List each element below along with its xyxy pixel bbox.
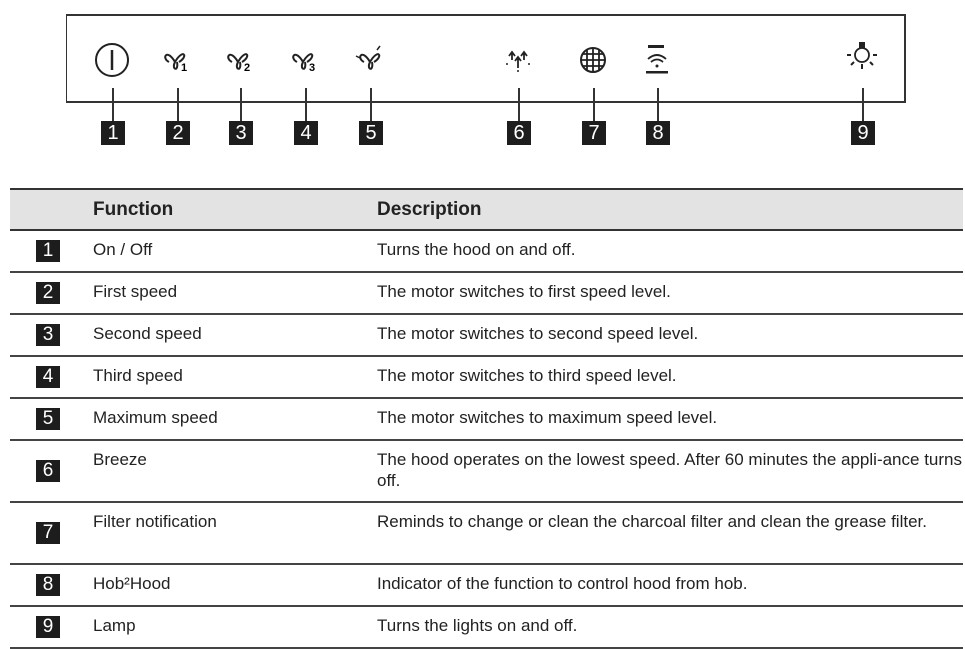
description-cell: The motor switches to first speed level.	[377, 272, 963, 314]
description-cell: The hood operates on the lowest speed. After 60 minutes the appli-ance turns off.	[377, 440, 963, 502]
function-cell: Second speed	[93, 314, 377, 356]
table-row	[10, 606, 963, 648]
fan-speed-3-icon[interactable]	[285, 40, 325, 80]
row-number-cell	[10, 230, 93, 272]
header-function: Function	[93, 189, 377, 230]
row-number-cell	[10, 502, 93, 564]
row-number-cell	[10, 564, 93, 606]
table-row	[10, 272, 963, 314]
function-cell: Filter notification	[93, 502, 377, 564]
function-cell: On / Off	[93, 230, 377, 272]
callout-badge: 3	[229, 121, 253, 145]
callout-badge: 4	[294, 121, 318, 145]
fan-max-speed-icon[interactable]	[350, 40, 390, 80]
function-cell: Maximum speed	[93, 398, 377, 440]
leader-line	[862, 88, 864, 121]
row-badge: 8	[36, 574, 60, 596]
table-row	[10, 440, 963, 502]
function-cell: Third speed	[93, 356, 377, 398]
callout-badge: 9	[851, 121, 875, 145]
row-number-cell	[10, 356, 93, 398]
row-badge: 7	[36, 522, 60, 544]
header-description: Description	[377, 189, 963, 230]
description-cell: Indicator of the function to control hood from hob.	[377, 564, 963, 606]
function-cell: Lamp	[93, 606, 377, 648]
breeze-icon[interactable]	[498, 40, 538, 80]
row-badge: 9	[36, 616, 60, 638]
description-cell: The motor switches to maximum speed level.	[377, 398, 963, 440]
leader-line	[593, 88, 595, 121]
description-cell: Turns the hood on and off.	[377, 230, 963, 272]
row-badge: 2	[36, 282, 60, 304]
fan-speed-2-icon[interactable]	[220, 40, 260, 80]
header-number	[10, 189, 93, 230]
row-number-cell	[10, 398, 93, 440]
row-number-cell	[10, 272, 93, 314]
svg-text:1: 1	[181, 62, 188, 74]
leader-line	[657, 88, 659, 121]
callout-badge: 1	[101, 121, 125, 145]
table-header	[10, 189, 963, 230]
function-table	[10, 188, 963, 649]
row-badge: 4	[36, 366, 60, 388]
row-number-cell	[10, 606, 93, 648]
row-badge: 5	[36, 408, 60, 430]
callout-badge: 8	[646, 121, 670, 145]
leader-line	[177, 88, 179, 121]
leader-line	[240, 88, 242, 121]
filter-grid-icon[interactable]	[573, 40, 613, 80]
leader-line	[518, 88, 520, 121]
fan-speed-1-icon[interactable]	[157, 40, 197, 80]
table-row	[10, 398, 963, 440]
svg-text:2: 2	[244, 62, 251, 74]
power-icon[interactable]	[92, 40, 132, 80]
function-cell: First speed	[93, 272, 377, 314]
leader-line	[112, 88, 114, 121]
row-badge: 1	[36, 240, 60, 262]
row-badge: 6	[36, 460, 60, 482]
callout-badge: 5	[359, 121, 383, 145]
callout-badge: 6	[507, 121, 531, 145]
description-cell: The motor switches to second speed level.	[377, 314, 963, 356]
table-row	[10, 314, 963, 356]
row-badge: 3	[36, 324, 60, 346]
function-cell: Hob²Hood	[93, 564, 377, 606]
table-row	[10, 502, 963, 564]
leader-line	[305, 88, 307, 121]
description-cell: Reminds to change or clean the charcoal filter and clean the grease filter.	[377, 502, 963, 564]
svg-text:3: 3	[309, 62, 316, 74]
callout-badge: 2	[166, 121, 190, 145]
row-number-cell	[10, 440, 93, 502]
lamp-icon[interactable]	[842, 40, 882, 80]
leader-line	[370, 88, 372, 121]
table-row	[10, 356, 963, 398]
description-cell: The motor switches to third speed level.	[377, 356, 963, 398]
callout-badge: 7	[582, 121, 606, 145]
description-cell: Turns the lights on and off.	[377, 606, 963, 648]
row-number-cell	[10, 314, 93, 356]
table-row	[10, 564, 963, 606]
table-row	[10, 230, 963, 272]
hob2hood-icon[interactable]	[637, 40, 677, 80]
function-cell: Breeze	[93, 440, 377, 502]
